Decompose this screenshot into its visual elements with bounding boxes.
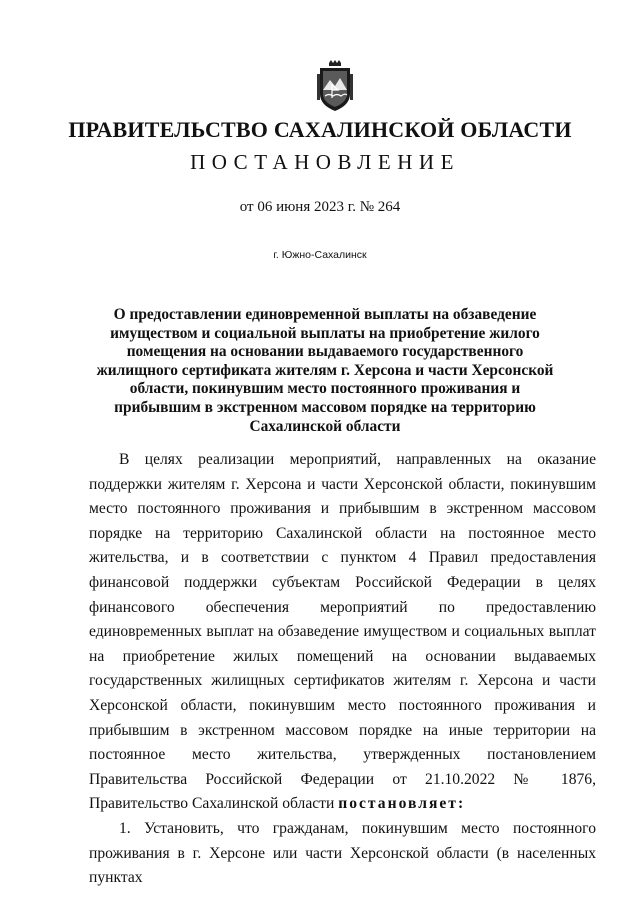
document-subject: О предоставлении единовременной выплаты на обзаведение имуществом и социальной выплаты на приобретение жилого помещения на основании выдаваемого государственного жилищного сертификата жителям г. Херсона и части Херсонской области, покинувшим место постоянного проживания и прибывшим в экстренном массовом порядке на территорию Сахалинской области xyxy=(96,306,554,435)
resolves-word: постановляет: xyxy=(338,795,466,813)
preamble-paragraph xyxy=(89,448,596,817)
document-date-number: от 06 июня 2023 г. № 264 xyxy=(239,199,401,215)
document-body xyxy=(89,448,596,891)
government-title: ПРАВИТЕЛЬСТВО САХАЛИНСКОЙ ОБЛАСТИ xyxy=(68,117,572,142)
document-type: ПОСТАНОВЛЕНИЕ xyxy=(190,150,460,174)
coat-of-arms-emblem-icon xyxy=(317,60,353,112)
document-place: г. Южно-Сахалинск xyxy=(273,249,367,261)
preamble-text: В целях реализации мероприятий, направленных на оказание поддержки жителям г. Херсона и части Херсонской области, покинувшим место постоянного проживания и прибывшим в экстренном массовом порядке на территорию Сахалинской области на постоянное место жительства, и в соответствии с пунктом 4 Правил предоставления финансовой поддержки субъектам Российской Федерации в целях финансового обеспечения мероприятий по предоставлению единовременных выплат на обзаведение имуществом и социальных выплат на приобретение жилых помещений на основании выдаваемых государственных жилищных сертификатов жителям г. Херсона и части Херсонской области, покинувшим место постоянного проживания и прибывшим в экстренном массовом порядке на иные территории на постоянное место жительства, утвержденных постановлением Правительства Российской Федерации от 21.10.2022 № 1876, Правительство Сахалинской области xyxy=(89,451,596,813)
item-1-paragraph: 1. Установить, что гражданам, покинувшим место постоянного проживания в г. Херсоне или части Херсонской области (в населенных пунктах xyxy=(89,819,596,887)
